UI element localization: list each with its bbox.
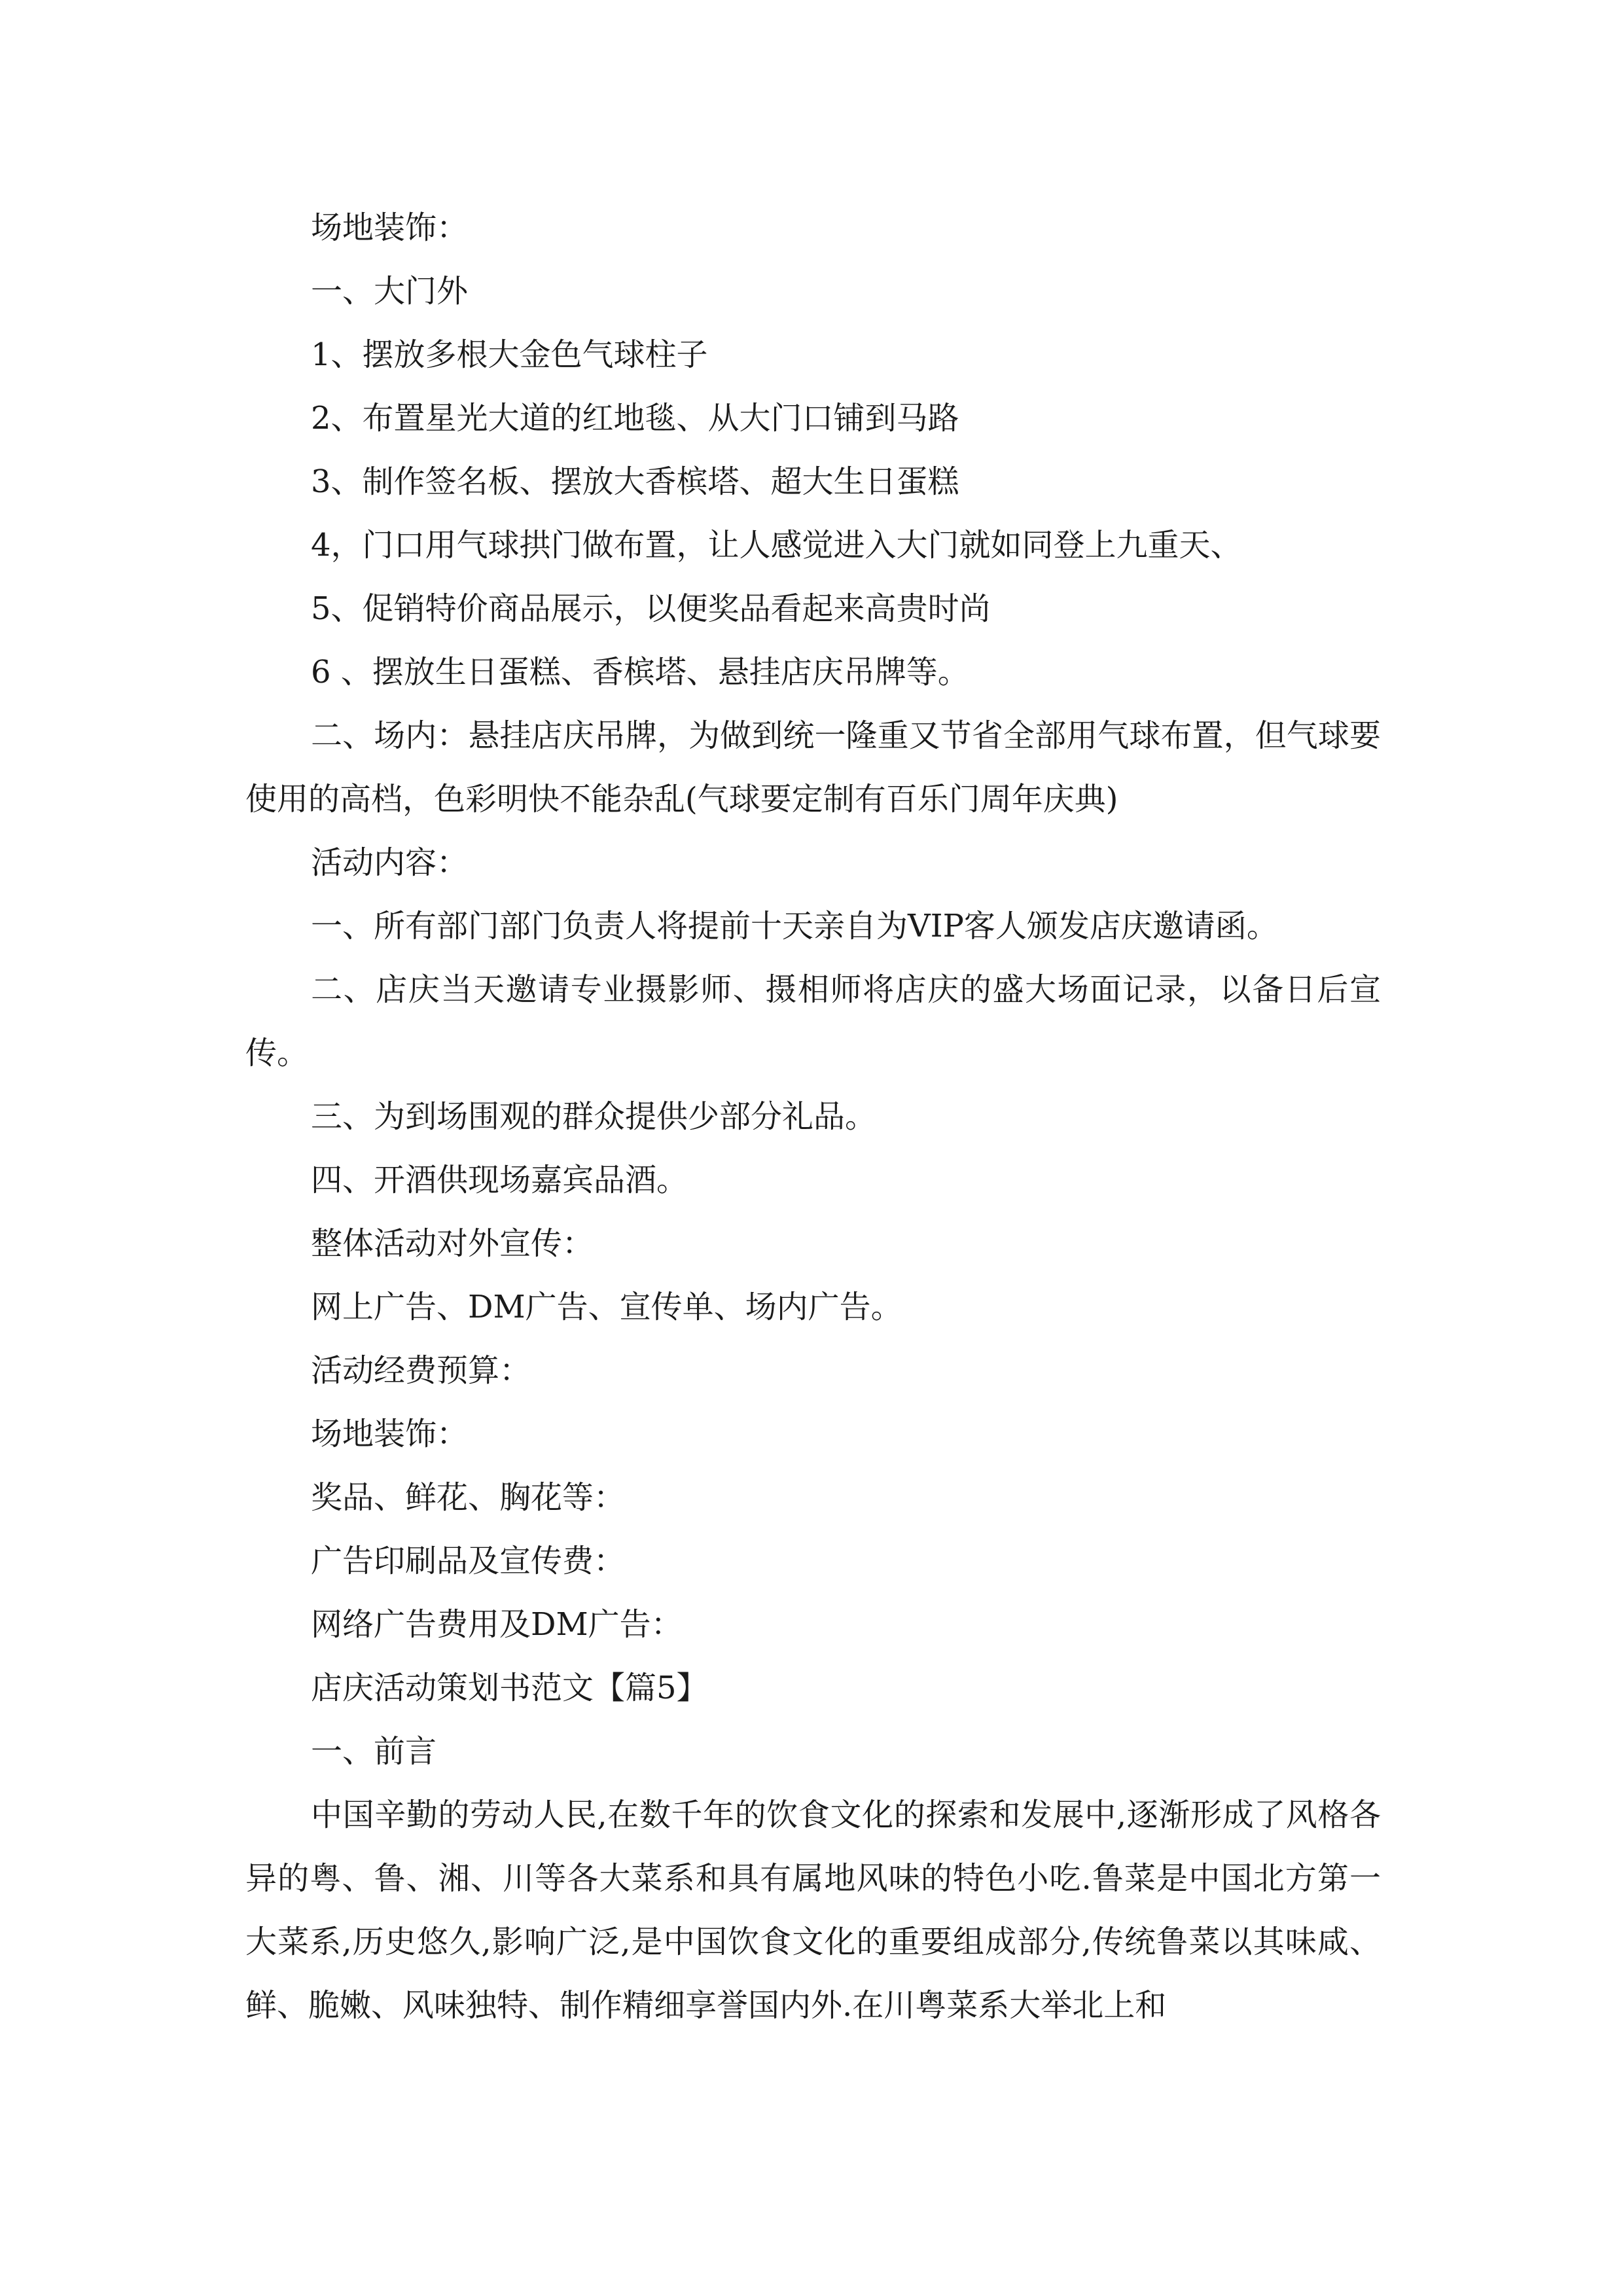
paragraph: 二、店庆当天邀请专业摄影师、摄相师将店庆的盛大场面记录，以备日后宣传。 bbox=[245, 971, 1381, 1071]
paragraph: 3、制作签名板、摆放大香槟塔、超大生日蛋糕 bbox=[311, 463, 959, 500]
paragraph: 二、场内：悬挂店庆吊牌，为做到统一隆重又节省全部用气球布置，但气球要使用的高档，色彩明快不能杂乱(气球要定制有百乐门周年庆典) bbox=[245, 717, 1381, 817]
paragraph: 整体活动对外宣传： bbox=[311, 1225, 594, 1262]
paragraph: 2、布置星光大道的红地毯、从大门口铺到马路 bbox=[311, 400, 959, 437]
paragraph: 场地装饰： bbox=[311, 1416, 469, 1452]
paragraph: 奖品、鲜花、胸花等： bbox=[311, 1479, 626, 1516]
paragraph: 网上广告、DM广告、宣传单、场内广告。 bbox=[311, 1289, 902, 1325]
paragraph: 四、开酒供现场嘉宾品酒。 bbox=[311, 1162, 688, 1198]
paragraph: 6 、摆放生日蛋糕、香槟塔、悬挂店庆吊牌等。 bbox=[311, 654, 969, 691]
paragraph: 网络广告费用及DM广告： bbox=[311, 1606, 683, 1643]
section-heading: 店庆活动策划书范文【篇5】 bbox=[311, 1670, 708, 1706]
paragraph: 场地装饰： bbox=[311, 209, 469, 246]
paragraph: 5、促销特价商品展示，以便奖品看起来高贵时尚 bbox=[311, 590, 991, 627]
document-body bbox=[245, 196, 1381, 2037]
paragraph: 三、为到场围观的群众提供少部分礼品。 bbox=[311, 1098, 877, 1135]
paragraph: 中国辛勤的劳动人民,在数千年的饮食文化的探索和发展中,逐渐形成了风格各异的粤、鲁、湘、川等各大菜系和具有属地风味的特色小吃.鲁菜是中国北方第一大菜系,历史悠久,影响广泛,是中国饮食文化的重要组成部分,传统鲁菜以其味咸、鲜、脆嫩、风味独特、制作精细享誉国内外.在川粤菜系大举北上和 bbox=[245, 1797, 1381, 2024]
paragraph: 一、大门外 bbox=[311, 273, 469, 310]
paragraph: 活动经费预算： bbox=[311, 1352, 531, 1389]
paragraph: 一、所有部门部门负责人将提前十天亲自为VIP客人颁发店庆邀请函。 bbox=[311, 908, 1278, 944]
paragraph: 活动内容： bbox=[311, 844, 469, 881]
paragraph: 1、摆放多根大金色气球柱子 bbox=[311, 336, 708, 373]
paragraph: 广告印刷品及宣传费： bbox=[311, 1543, 626, 1579]
paragraph: 4，门口用气球拱门做布置，让人感觉进入大门就如同登上九重天、 bbox=[311, 527, 1242, 564]
paragraph: 一、前言 bbox=[311, 1733, 437, 1770]
